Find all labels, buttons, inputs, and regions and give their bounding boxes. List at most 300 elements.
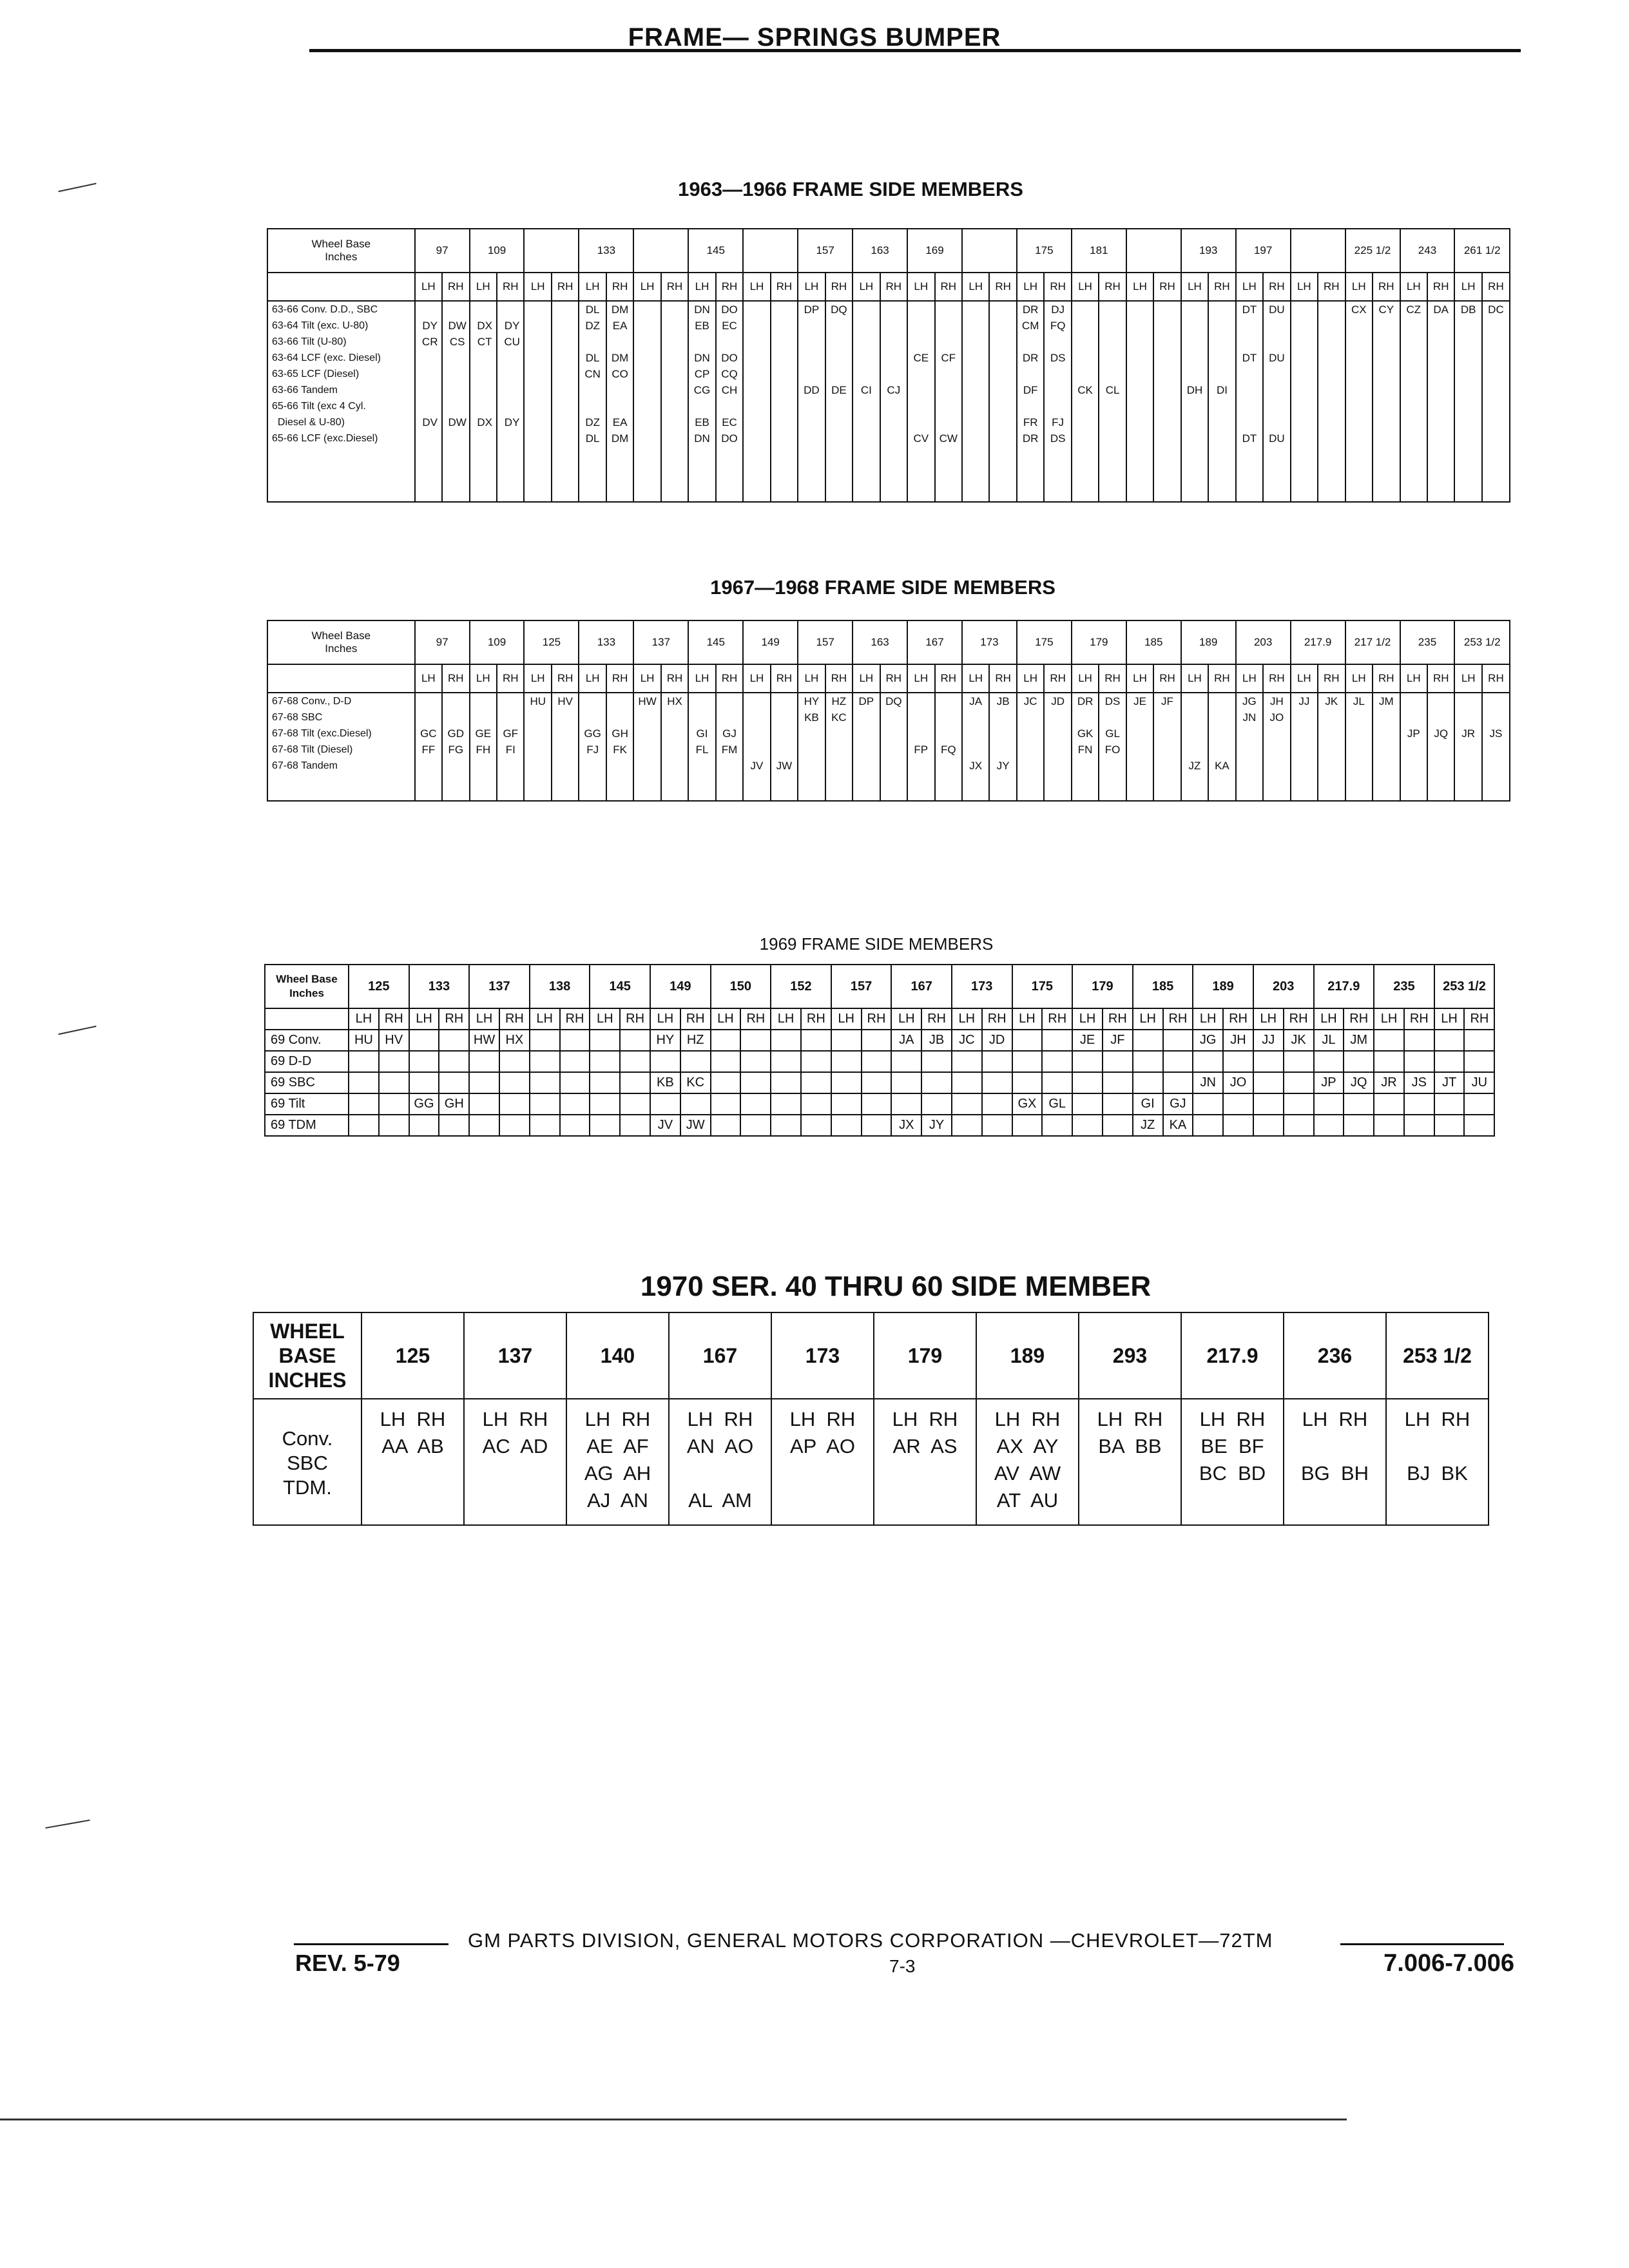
part-code-cell (1072, 1051, 1103, 1072)
part-code-column: CE CV (907, 301, 934, 502)
part-code-column: JA JX (962, 693, 989, 801)
wheelbase-value: 189 (1181, 620, 1236, 664)
part-code-cell (1344, 1051, 1374, 1072)
wheelbase-value: 167 (907, 620, 962, 664)
part-code-cell: GG (409, 1093, 439, 1115)
part-code-cell (469, 1093, 499, 1115)
rh-header: RH (499, 1008, 530, 1030)
lh-header: LH (1253, 1008, 1284, 1030)
wheelbase-value: 133 (579, 229, 633, 273)
part-code-column: JZ (1181, 693, 1208, 801)
rh-header: RH (1404, 1008, 1434, 1030)
part-code-column: JR (1454, 693, 1481, 801)
part-code-column: DN EB DN CP CG EB DN (688, 301, 715, 502)
part-code-cell: HV (379, 1030, 409, 1051)
part-code-cell (530, 1093, 560, 1115)
part-code-cell (952, 1093, 982, 1115)
part-code-cell (831, 1051, 862, 1072)
part-code-cell (439, 1030, 469, 1051)
footer-rev: REV. 5-79 (295, 1950, 400, 1976)
lh-header: LH (469, 1008, 499, 1030)
wheelbase-value: 181 (1072, 229, 1126, 273)
part-code-cell (1193, 1115, 1223, 1136)
wheelbase-header: Wheel Base Inches (267, 620, 415, 664)
part-code-column: CX (1345, 301, 1373, 502)
part-code-cell (771, 1051, 801, 1072)
lh-header: LH (688, 273, 715, 301)
part-code-cell (1012, 1072, 1043, 1093)
part-code-column (743, 301, 770, 502)
part-code-column (552, 301, 579, 502)
page-header-title: FRAME— SPRINGS BUMPER (628, 23, 1001, 52)
rh-header: RH (442, 664, 469, 693)
lh-header: LH (1314, 1008, 1344, 1030)
part-code-cell (590, 1051, 620, 1072)
rh-header: RH (661, 664, 688, 693)
table4-title: 1970 SER. 40 THRU 60 SIDE MEMBER (640, 1271, 1152, 1302)
part-code-column: DT DT DT (1236, 301, 1263, 502)
wheelbase-value: 169 (907, 229, 962, 273)
lh-header: LH (409, 1008, 439, 1030)
wheelbase-value: 109 (470, 229, 525, 273)
part-code-cell (1434, 1030, 1465, 1051)
rh-header: RH (989, 664, 1016, 693)
part-code-cell (1133, 1051, 1163, 1072)
rh-header: RH (825, 664, 853, 693)
rh-header: RH (560, 1008, 590, 1030)
part-code-cell (862, 1051, 892, 1072)
rh-header: RH (680, 1008, 711, 1030)
part-code-cell (379, 1072, 409, 1093)
part-code-cell (560, 1093, 590, 1115)
part-code-cell: LH RH BG BH (1284, 1399, 1386, 1525)
part-code-cell (1103, 1093, 1133, 1115)
part-code-column: CL (1099, 301, 1126, 502)
model-label: 69 Conv. (265, 1030, 349, 1051)
rh-header: RH (1482, 273, 1510, 301)
wheelbase-header: WHEEL BASE INCHES (253, 1312, 361, 1399)
model-row-labels: 63-66 Conv. D.D., SBC 63-64 Tilt (exc. U-80) 63-66 Tilt (U-80) 63-64 LCF (exc. Diesel) 63-65 LCF (Diesel) 63-66 Tandem 65-66 Tilt (exc 4 Cyl. Diesel & U-80) 65-66 LCF (exc.Diesel) (267, 301, 415, 502)
wheelbase-value: 253 1/2 (1434, 965, 1495, 1008)
part-code-column: GJ FM (716, 693, 743, 801)
rh-header: RH (606, 273, 633, 301)
part-code-cell (1314, 1115, 1344, 1136)
part-code-column: JS (1482, 693, 1510, 801)
side-member-1970-table (253, 1312, 1489, 1526)
part-code-cell (1314, 1093, 1344, 1115)
part-code-column: GH FK (606, 693, 633, 801)
wheelbase-value: 137 (469, 965, 530, 1008)
wheelbase-value: 175 (1017, 620, 1072, 664)
part-code-column: JC (1017, 693, 1044, 801)
part-code-cell (530, 1115, 560, 1136)
part-code-cell: JY (921, 1115, 952, 1136)
table2-title: 1967—1968 FRAME SIDE MEMBERS (710, 576, 1055, 599)
part-code-cell (439, 1115, 469, 1136)
part-code-cell (952, 1115, 982, 1136)
footer-rule-right (1340, 1943, 1504, 1945)
wheelbase-value (1126, 229, 1181, 273)
wheelbase-value: 179 (874, 1312, 976, 1399)
part-code-cell: LH RH AR AS (874, 1399, 976, 1525)
part-code-cell (1103, 1051, 1133, 1072)
lh-header: LH (962, 273, 989, 301)
part-code-cell: LH RH AN AO AL AM (669, 1399, 771, 1525)
part-code-cell (831, 1115, 862, 1136)
table3-title: 1969 FRAME SIDE MEMBERS (759, 934, 994, 954)
part-code-cell: JW (680, 1115, 711, 1136)
lh-header: LH (1374, 1008, 1404, 1030)
part-code-column: DP DD (798, 301, 825, 502)
part-code-cell (862, 1093, 892, 1115)
lh-header: LH (853, 273, 880, 301)
part-code-cell (1434, 1093, 1465, 1115)
wheelbase-value (524, 229, 579, 273)
wheelbase-value: 175 (1012, 965, 1073, 1008)
part-code-cell (1253, 1051, 1284, 1072)
part-code-column: GF FI (497, 693, 524, 801)
part-code-cell (862, 1115, 892, 1136)
part-code-cell (530, 1030, 560, 1051)
wheelbase-value: 235 (1400, 620, 1455, 664)
part-code-cell (921, 1051, 952, 1072)
part-code-cell (771, 1072, 801, 1093)
wheelbase-value: 140 (566, 1312, 669, 1399)
part-code-cell (409, 1072, 439, 1093)
part-code-cell: LH RH AA AB (361, 1399, 464, 1525)
part-code-cell: LH RH AX AY AV AW AT AU (976, 1399, 1079, 1525)
rh-header: RH (661, 273, 688, 301)
wheelbase-value: 173 (952, 965, 1012, 1008)
part-code-cell (1374, 1115, 1404, 1136)
part-code-cell: KA (1163, 1115, 1193, 1136)
rh-header: RH (1099, 664, 1126, 693)
rh-header: RH (606, 664, 633, 693)
wheelbase-value (743, 229, 798, 273)
rh-header: RH (740, 1008, 771, 1030)
table-row (265, 1051, 1494, 1072)
lh-header: LH (1072, 664, 1099, 693)
part-code-cell (1163, 1051, 1193, 1072)
rh-header: RH (982, 1008, 1012, 1030)
rh-header: RH (921, 1008, 952, 1030)
part-code-cell (952, 1072, 982, 1093)
part-code-cell (1253, 1072, 1284, 1093)
part-code-column: JD (1044, 693, 1071, 801)
footer-code: 7.006-7.006 (1383, 1950, 1514, 1977)
table-row (265, 1115, 1494, 1136)
part-code-column: DM EA DM CO EA DM (606, 301, 633, 502)
wheelbase-value: 236 (1284, 1312, 1386, 1399)
rh-header: RH (1044, 273, 1071, 301)
part-code-cell (349, 1051, 379, 1072)
lh-header: LH (470, 273, 497, 301)
part-code-cell (560, 1115, 590, 1136)
part-code-cell (349, 1115, 379, 1136)
frame-members-1963-1966-table (267, 228, 1510, 503)
rh-header: RH (862, 1008, 892, 1030)
rh-header: RH (801, 1008, 831, 1030)
rh-header: RH (716, 664, 743, 693)
part-code-cell: JJ (1253, 1030, 1284, 1051)
rh-header: RH (1263, 273, 1290, 301)
part-code-cell (469, 1051, 499, 1072)
lh-header: LH (771, 1008, 801, 1030)
rh-header: RH (880, 273, 907, 301)
lh-header: LH (743, 664, 770, 693)
lh-header: LH (891, 1008, 921, 1030)
part-code-column: CY (1373, 301, 1400, 502)
part-code-cell (680, 1051, 711, 1072)
part-code-cell: JB (921, 1030, 952, 1051)
part-code-cell: JF (1103, 1030, 1133, 1051)
part-code-cell: JK (1284, 1030, 1314, 1051)
wheelbase-value: 253 1/2 (1386, 1312, 1489, 1399)
part-code-cell: GJ (1163, 1093, 1193, 1115)
lh-header: LH (1126, 664, 1153, 693)
part-code-cell (439, 1051, 469, 1072)
part-code-column: HW (633, 693, 660, 801)
part-code-column: DA (1427, 301, 1454, 502)
part-code-column: KA (1208, 693, 1235, 801)
rh-header: RH (771, 664, 798, 693)
wheelbase-value: 179 (1072, 965, 1133, 1008)
part-code-cell: HY (650, 1030, 680, 1051)
part-code-cell (1404, 1115, 1434, 1136)
rh-header: RH (620, 1008, 650, 1030)
lh-header: LH (1133, 1008, 1163, 1030)
part-code-cell (1072, 1115, 1103, 1136)
part-code-cell (1464, 1051, 1494, 1072)
part-code-column (1153, 301, 1181, 502)
lh-header: LH (1017, 664, 1044, 693)
part-code-cell (409, 1115, 439, 1136)
rh-header: RH (1103, 1008, 1133, 1030)
rh-header: RH (439, 1008, 469, 1030)
part-code-column: DQ DE (825, 301, 853, 502)
part-code-cell (620, 1072, 650, 1093)
rh-header: RH (1373, 273, 1400, 301)
part-code-cell (1012, 1051, 1043, 1072)
part-code-cell (1042, 1030, 1072, 1051)
part-code-column: HU (524, 693, 551, 801)
part-code-cell (921, 1093, 952, 1115)
part-code-cell (1133, 1072, 1163, 1093)
wheelbase-value: 293 (1079, 1312, 1181, 1399)
rh-header: RH (379, 1008, 409, 1030)
lh-header: LH (590, 1008, 620, 1030)
part-code-column: DH (1181, 301, 1208, 502)
lh-header: LH (1400, 273, 1427, 301)
rh-header: RH (1099, 273, 1126, 301)
lh-header: LH (579, 273, 606, 301)
lh-header: LH (1126, 273, 1153, 301)
lh-header: LH (1345, 664, 1373, 693)
part-code-cell (1253, 1093, 1284, 1115)
lh-header: LH (798, 664, 825, 693)
part-code-cell (831, 1093, 862, 1115)
part-code-cell (711, 1030, 741, 1051)
wheelbase-value: 189 (976, 1312, 1079, 1399)
part-code-cell: JP (1314, 1072, 1344, 1093)
part-code-column (524, 301, 551, 502)
wheelbase-value: 125 (349, 965, 409, 1008)
part-code-cell: HZ (680, 1030, 711, 1051)
part-code-cell (1012, 1115, 1043, 1136)
part-code-cell: GI (1133, 1093, 1163, 1115)
wheelbase-value: 217 1/2 (1345, 620, 1400, 664)
part-code-cell: JA (891, 1030, 921, 1051)
rh-header: RH (1318, 664, 1345, 693)
part-code-cell: GX (1012, 1093, 1043, 1115)
wheelbase-value: 235 (1374, 965, 1434, 1008)
part-code-column (1291, 301, 1318, 502)
lh-header: LH (524, 273, 551, 301)
table-row (265, 1030, 1494, 1051)
wheelbase-value: 97 (415, 620, 470, 664)
table1-title: 1963—1966 FRAME SIDE MEMBERS (678, 178, 1023, 200)
part-code-column: GD FG (442, 693, 469, 801)
wheelbase-value: 133 (579, 620, 633, 664)
part-code-cell (771, 1115, 801, 1136)
rh-header: RH (880, 664, 907, 693)
lh-header: LH (952, 1008, 982, 1030)
wheelbase-value: 243 (1400, 229, 1455, 273)
rh-header: RH (1263, 664, 1290, 693)
wheelbase-value: 150 (711, 965, 771, 1008)
wheelbase-value: 253 1/2 (1454, 620, 1510, 664)
lh-header: LH (415, 664, 442, 693)
rh-header: RH (497, 273, 524, 301)
part-code-column: CI (853, 301, 880, 502)
part-code-column: FQ (935, 693, 962, 801)
part-code-column: GC FF (415, 693, 442, 801)
side-header-spacer (267, 273, 415, 301)
wheelbase-value: 261 1/2 (1454, 229, 1510, 273)
wheelbase-value: 185 (1126, 620, 1181, 664)
part-code-cell (801, 1093, 831, 1115)
part-code-column: DO EC DO CQ CH EC DO (716, 301, 743, 502)
lh-header: LH (962, 664, 989, 693)
wheelbase-value: 145 (688, 229, 743, 273)
part-code-cell (1464, 1030, 1494, 1051)
rh-header: RH (442, 273, 469, 301)
rh-header: RH (1373, 664, 1400, 693)
part-code-cell (1103, 1115, 1133, 1136)
part-code-cell (1284, 1093, 1314, 1115)
part-code-cell: HU (349, 1030, 379, 1051)
part-code-cell (1223, 1051, 1253, 1072)
wheelbase-value (633, 229, 688, 273)
part-code-cell (831, 1072, 862, 1093)
part-code-cell: LH RH AC AD (464, 1399, 566, 1525)
part-code-cell (560, 1030, 590, 1051)
part-code-cell (801, 1115, 831, 1136)
wheelbase-value: 97 (415, 229, 470, 273)
wheelbase-value: 145 (688, 620, 743, 664)
lh-header: LH (415, 273, 442, 301)
lh-header: LH (1434, 1008, 1465, 1030)
part-code-cell (1374, 1051, 1404, 1072)
part-code-cell (1284, 1115, 1314, 1136)
part-code-cell: HW (469, 1030, 499, 1051)
part-code-cell (1193, 1093, 1223, 1115)
part-code-cell (921, 1072, 952, 1093)
part-code-column: JV (743, 693, 770, 801)
lh-header: LH (743, 273, 770, 301)
part-code-cell (1284, 1072, 1314, 1093)
part-code-cell (650, 1051, 680, 1072)
part-code-column: CZ (1400, 301, 1427, 502)
part-code-cell (801, 1030, 831, 1051)
part-code-cell (1344, 1115, 1374, 1136)
part-code-cell: JL (1314, 1030, 1344, 1051)
part-code-cell: JC (952, 1030, 982, 1051)
margin-mark (58, 1026, 96, 1035)
rh-header: RH (552, 273, 579, 301)
wheelbase-value: 157 (798, 620, 853, 664)
rh-header: RH (497, 664, 524, 693)
part-code-column: DP (853, 693, 880, 801)
part-code-cell (590, 1093, 620, 1115)
part-code-cell: LH RH AE AF AG AH AJ AN (566, 1399, 669, 1525)
lh-header: LH (1236, 664, 1263, 693)
part-code-cell: LH RH BJ BK (1386, 1399, 1489, 1525)
wheelbase-value: 179 (1072, 620, 1126, 664)
part-code-cell: JN (1193, 1072, 1223, 1093)
rh-header: RH (1163, 1008, 1193, 1030)
part-code-cell: JM (1344, 1030, 1374, 1051)
part-code-cell (620, 1051, 650, 1072)
part-code-cell (1464, 1115, 1494, 1136)
part-code-cell: KC (680, 1072, 711, 1093)
part-code-cell: JQ (1344, 1072, 1374, 1093)
part-code-column: JB JY (989, 693, 1016, 801)
part-code-cell (379, 1115, 409, 1136)
part-code-column (1318, 301, 1345, 502)
part-code-cell (590, 1030, 620, 1051)
part-code-cell: GH (439, 1093, 469, 1115)
rh-header: RH (1208, 664, 1235, 693)
part-code-column: JG JN (1236, 693, 1263, 801)
part-code-cell (740, 1093, 771, 1115)
part-code-cell (379, 1093, 409, 1115)
part-code-cell (1284, 1051, 1314, 1072)
wheelbase-value: 189 (1193, 965, 1253, 1008)
frame-members-1969-table (264, 964, 1495, 1137)
wheelbase-value: 138 (530, 965, 590, 1008)
model-label: 69 SBC (265, 1072, 349, 1093)
part-code-cell (771, 1093, 801, 1115)
rh-header: RH (1427, 273, 1454, 301)
part-code-column: DR GK FN (1072, 693, 1099, 801)
rh-header: RH (1153, 664, 1181, 693)
part-code-cell: HX (499, 1030, 530, 1051)
lh-header: LH (711, 1008, 741, 1030)
model-row-labels: 67-68 Conv., D-D 67-68 SBC 67-68 Tilt (exc.Diesel) 67-68 Tilt (Diesel) 67-68 Tandem (267, 693, 415, 801)
part-code-cell (349, 1093, 379, 1115)
lh-header: LH (579, 664, 606, 693)
lh-header: LH (349, 1008, 379, 1030)
part-code-column: HZ KC (825, 693, 853, 801)
wheelbase-value: 185 (1133, 965, 1193, 1008)
rh-header: RH (1044, 664, 1071, 693)
part-code-cell: LH RH AP AO (771, 1399, 874, 1525)
part-code-cell (711, 1072, 741, 1093)
lh-header: LH (524, 664, 551, 693)
margin-mark (58, 183, 96, 192)
wheelbase-value: 163 (853, 229, 907, 273)
